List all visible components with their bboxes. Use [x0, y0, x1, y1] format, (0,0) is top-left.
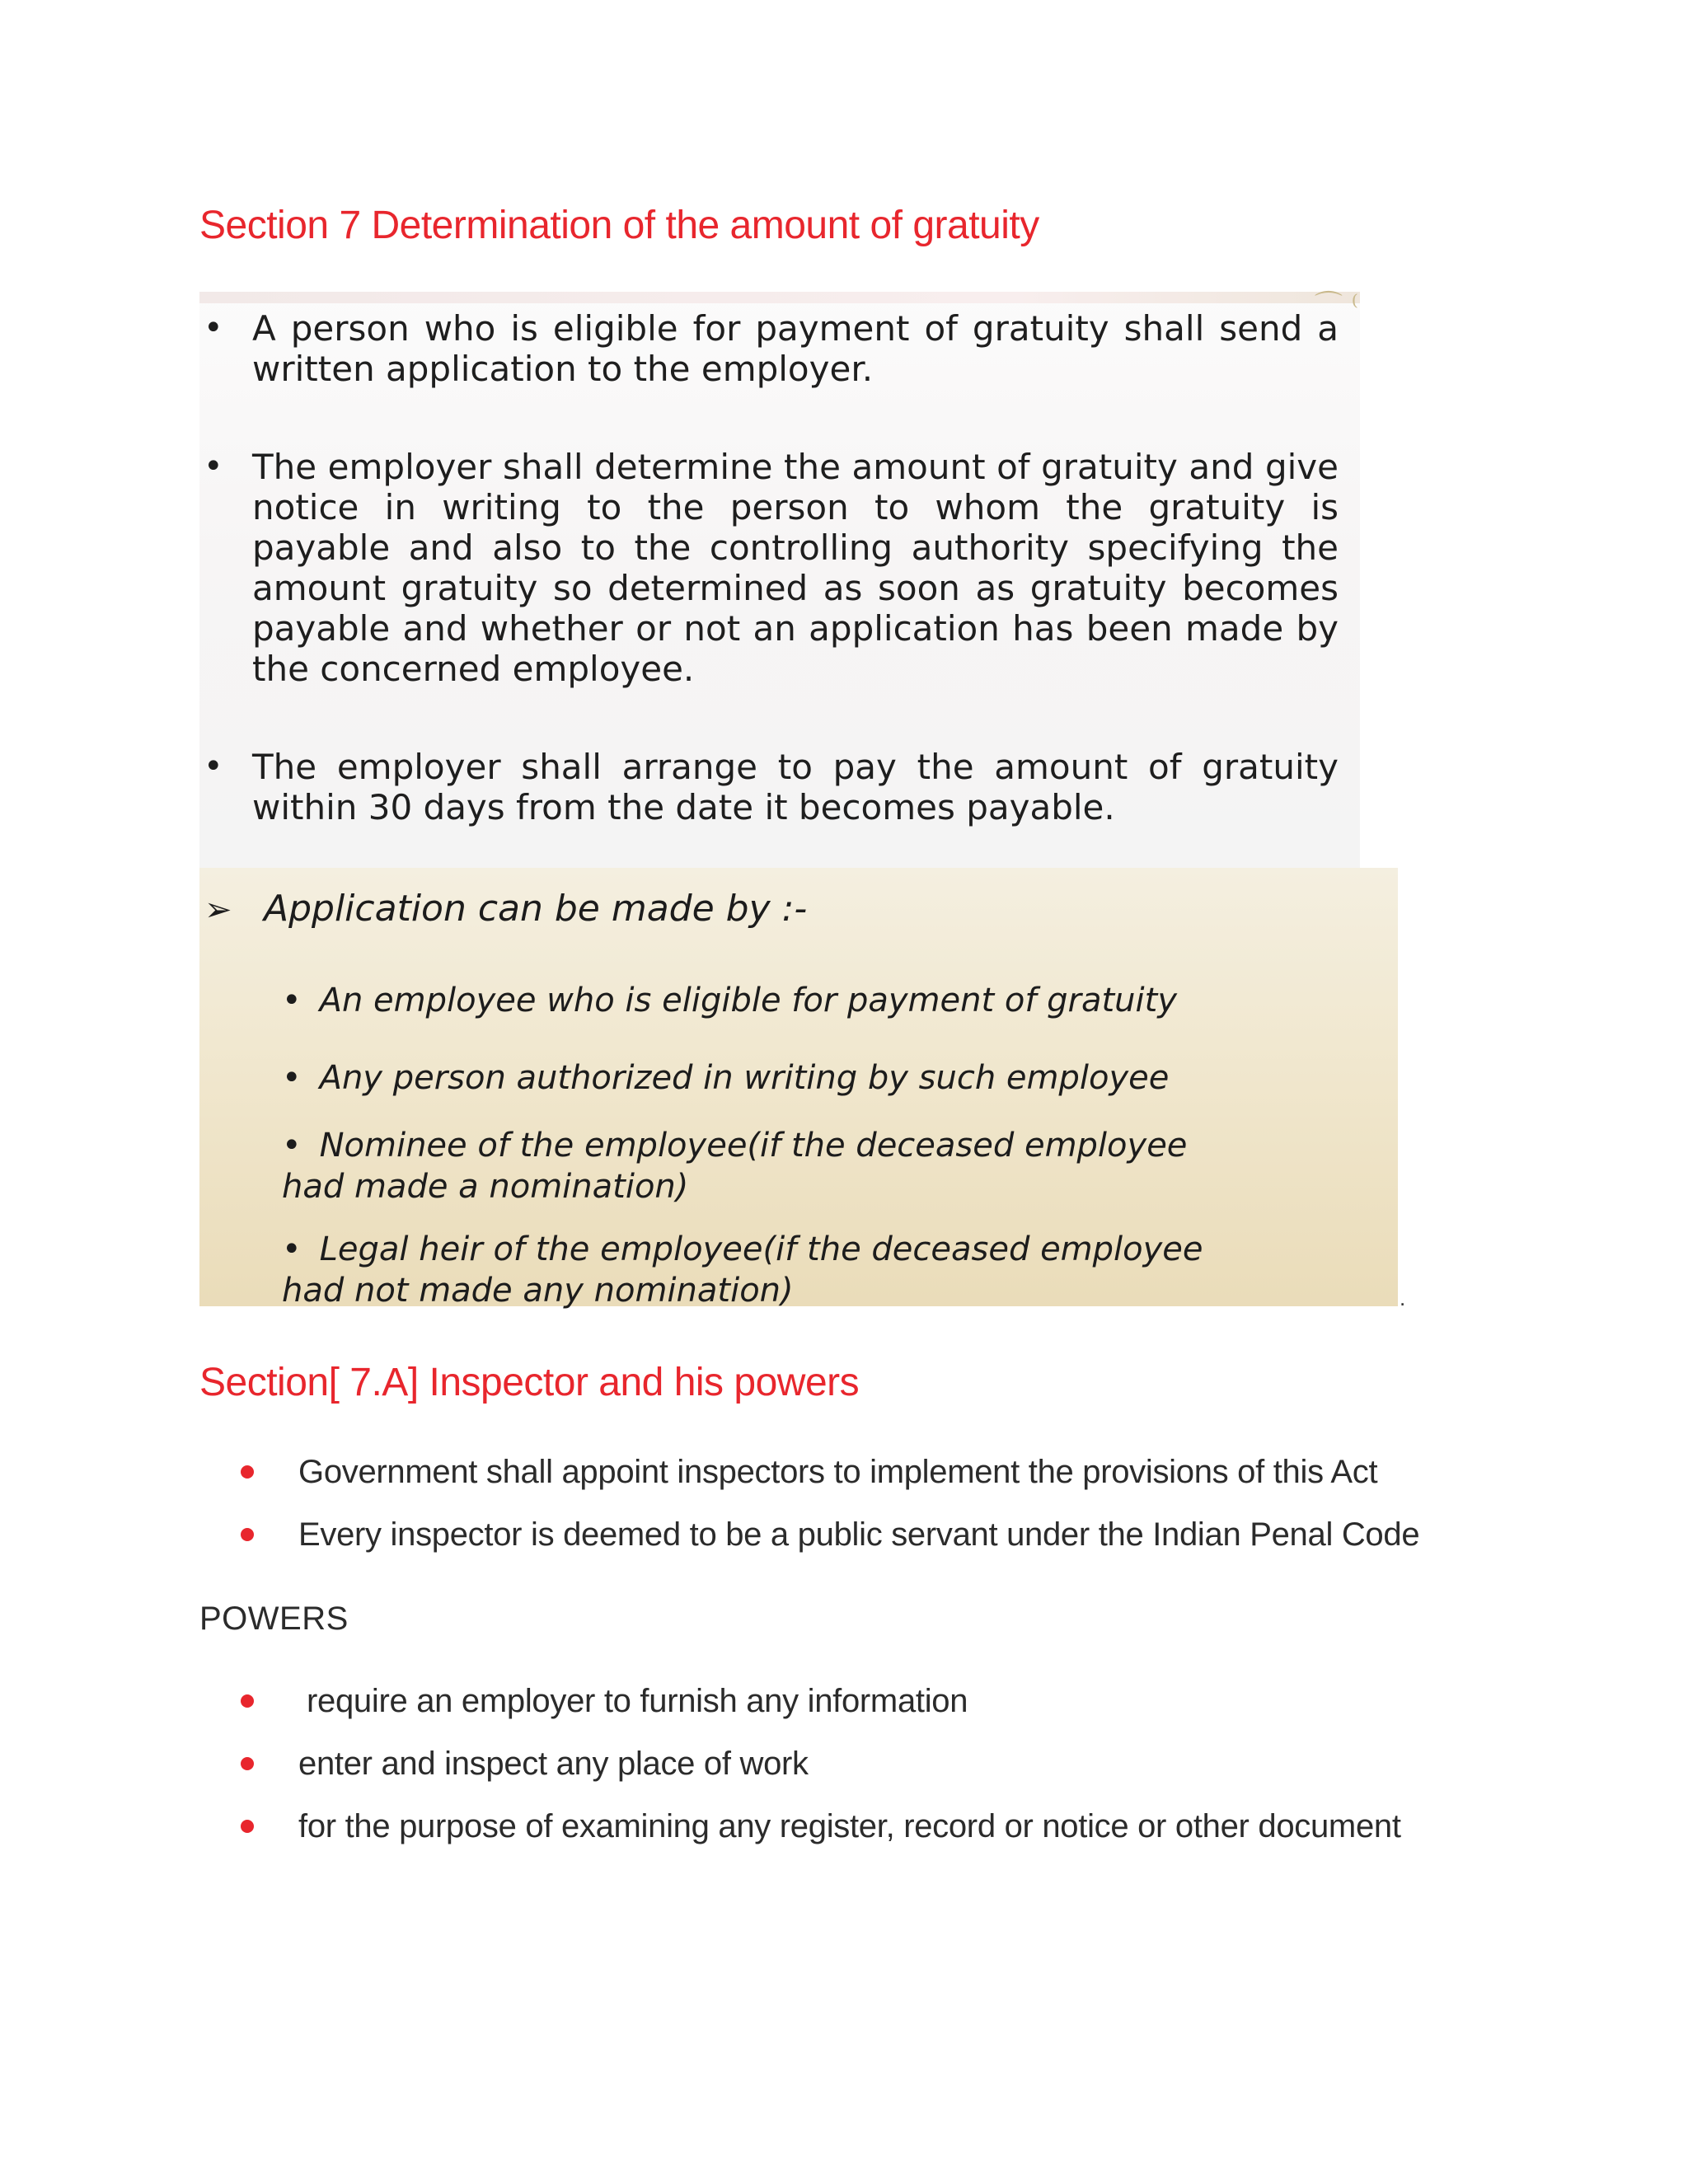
- slide-image-employer-duties: [199, 289, 1360, 869]
- red-bullet-icon: [241, 1694, 254, 1708]
- slide-bullet-text: The employer shall determine the amount of gratuity and give notice in writing to the person to whom the gratuity is payable and also to the controlling authority specifying the amount gratuity so determined as soon as gratuity becomes payable and whether or not an application has been made by the concerned employee.: [252, 447, 1339, 689]
- section-7a-heading: Section[ 7.A] Inspector and his powers: [199, 1361, 860, 1404]
- section-7-heading: Section 7 Determination of the amount of gratuity: [199, 204, 1039, 247]
- red-bullet-icon: [241, 1757, 254, 1770]
- slide-ornament-icon: ⌒ ⁽: [1314, 289, 1358, 322]
- slide-list-text-continued: had not made any nomination): [282, 1272, 794, 1310]
- slide-bullet-item: [199, 447, 1345, 694]
- slide-bullet-item: [199, 747, 1345, 829]
- list-item-text: for the purpose of examining any register, record or notice or other document: [298, 1808, 1401, 1844]
- slide-top-strip: [199, 292, 1360, 303]
- slide-list-text: Legal heir of the employee(if the deceased employee: [319, 1230, 1203, 1268]
- slide-image-application: [199, 868, 1398, 1310]
- slide-list-text: An employee who is eligible for payment of gratuity: [319, 982, 1178, 1019]
- bullet-icon: •: [204, 748, 223, 785]
- slide-application-title: [204, 888, 807, 930]
- list-item-text: require an employer to furnish any information: [307, 1683, 968, 1719]
- slide-list-text-continued: had made a nomination): [282, 1168, 689, 1206]
- slide-list-text: Nominee of the employee(if the deceased employee: [319, 1127, 1188, 1165]
- bullet-icon: •: [282, 1127, 302, 1165]
- slide-bullet-text: The employer shall arrange to pay the amount of gratuity within 30 days from the date it becomes payable.: [252, 747, 1339, 827]
- trailing-period: .: [1400, 1286, 1406, 1310]
- bullet-icon: •: [282, 1059, 302, 1097]
- list-item-text: enter and inspect any place of work: [298, 1746, 809, 1782]
- red-bullet-icon: [241, 1465, 254, 1479]
- slide-list-item: [282, 1125, 1378, 1207]
- bullet-icon: •: [282, 1230, 302, 1268]
- powers-label: POWERS: [199, 1601, 349, 1637]
- bullet-icon: •: [204, 448, 223, 485]
- slide-list-item: [282, 1229, 1378, 1311]
- slide-bullet-item: [199, 308, 1345, 391]
- arrow-bullet-icon: ➢: [204, 891, 232, 929]
- slide-bullet-text: A person who is eligible for payment of gratuity shall send a written application to the employer.: [252, 308, 1339, 389]
- red-bullet-icon: [241, 1528, 254, 1541]
- list-item-text: Government shall appoint inspectors to implement the provisions of this Act: [298, 1454, 1378, 1490]
- red-bullet-icon: [241, 1820, 254, 1833]
- slide-title-text: Application can be made by :-: [264, 888, 808, 930]
- bullet-icon: •: [204, 309, 223, 347]
- slide-list-item: [282, 1057, 1378, 1099]
- slide-list-text: Any person authorized in writing by such employee: [319, 1059, 1170, 1097]
- list-item-text: Every inspector is deemed to be a public servant under the Indian Penal Code: [298, 1516, 1420, 1553]
- bullet-icon: •: [282, 982, 302, 1019]
- slide-list-item: [282, 980, 1378, 1021]
